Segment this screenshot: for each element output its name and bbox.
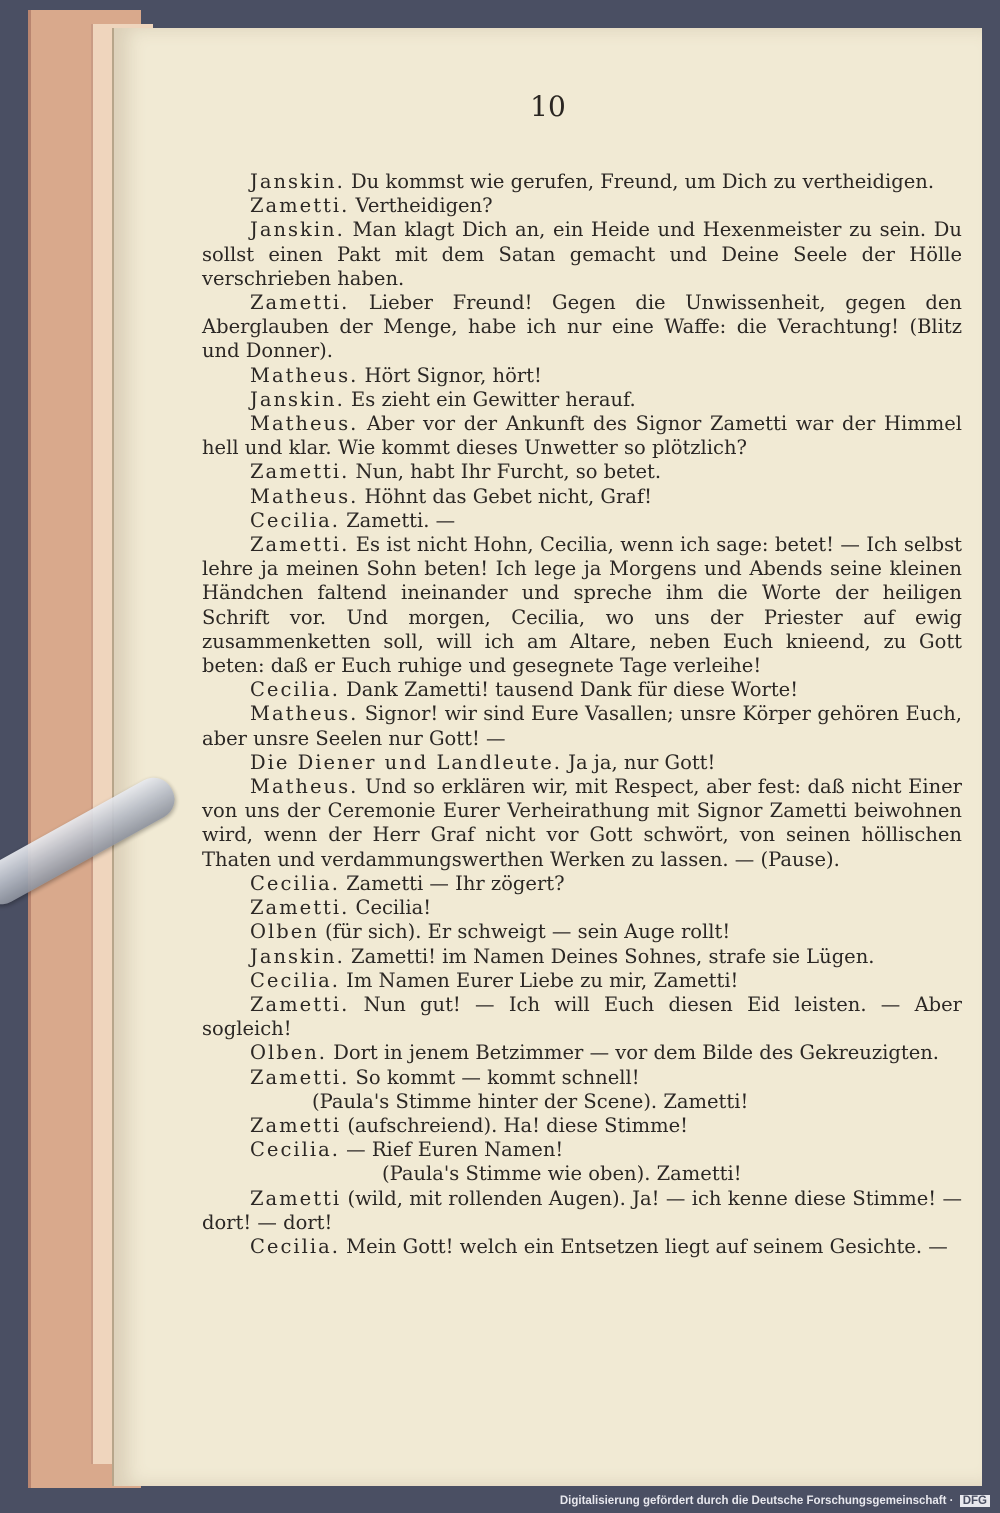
speaker-name: Zametti <box>250 1186 342 1210</box>
dialogue-line <box>202 412 962 460</box>
line-text: Nun gut! — Ich will Euch diesen Eid leisten. — Aber sogleich! <box>202 992 962 1041</box>
dialogue-line <box>202 533 962 678</box>
speaker-name: Cecilia. <box>250 968 340 992</box>
dialogue-line <box>202 1114 962 1138</box>
dfg-logo: DFG <box>960 1495 990 1507</box>
line-text: Aber vor der Ankunft des Signor Zametti war der Himmel hell und klar. Wie kommt dieses Unwetter so plötzlich? <box>202 412 962 460</box>
line-text: (aufschreiend). Ha! diese Stimme! <box>341 1113 688 1137</box>
dialogue-line <box>202 170 962 194</box>
speaker-name: Cecilia. <box>250 871 340 895</box>
speaker-name: Janskin. <box>250 170 345 193</box>
line-text: Es zieht ein Gewitter herauf. <box>344 387 636 411</box>
speaker-name: Olben <box>250 920 319 944</box>
line-text: Höhnt das Gebet nicht, Graf! <box>358 484 652 508</box>
line-text: Signor! wir sind Eure Vasallen; unsre Körper gehören Euch, aber unsre Seelen nur Gott! — <box>202 702 962 750</box>
play-text <box>202 170 962 1259</box>
speaker-name: Janskin. <box>250 218 345 242</box>
speaker-name: Cecilia. <box>250 1234 340 1258</box>
speaker-name: Zametti. <box>250 291 350 315</box>
line-text: Ja ja, nur Gott! <box>561 750 716 774</box>
speaker-name: Cecilia. <box>250 678 340 702</box>
line-text: Hört Signor, hört! <box>358 363 542 387</box>
page-number: 10 <box>530 90 566 123</box>
book-page <box>112 28 982 1486</box>
speaker-name: Die Diener und Landleute. <box>250 750 562 774</box>
line-text: Nun, habt Ihr Furcht, so betet. <box>349 460 662 484</box>
line-text: So kommt — kommt schnell! <box>349 1065 640 1089</box>
line-text: Dort in jenem Betzimmer — vor dem Bilde des Gekreuzigten. <box>327 1041 939 1065</box>
speaker-name: Matheus. <box>250 363 359 387</box>
dialogue-line <box>202 1066 962 1090</box>
credit-text: Digitalisierung gefördert durch die Deutsche Forschungsgemeinschaft <box>559 1495 947 1507</box>
speaker-name: Zametti. <box>250 194 350 218</box>
dialogue-line <box>202 291 962 364</box>
line-text: Dank Zametti! tausend Dank für diese Worte! <box>339 678 799 702</box>
dialogue-line <box>202 388 962 412</box>
speaker-name: Zametti. <box>250 896 350 920</box>
dialogue-line <box>202 485 962 509</box>
speaker-name: Zametti <box>250 1113 342 1137</box>
speaker-name: Zametti. <box>250 992 350 1016</box>
dialogue-line <box>202 1187 962 1235</box>
dialogue-line <box>202 194 962 218</box>
dialogue-line <box>202 509 962 533</box>
line-text: Lieber Freund! Gegen die Unwissenheit, gegen den Aberglauben der Menge, habe ich nur eine Waffe: die Verachtung! (Blitz und Donner). <box>202 291 962 363</box>
speaker-name: Cecilia. <box>250 508 340 532</box>
speaker-name: Olben. <box>250 1041 328 1065</box>
line-text: (für sich). Er schweigt — sein Auge rollt! <box>318 920 731 944</box>
dialogue-line <box>202 702 962 750</box>
line-text: Und so erklären wir, mit Respect, aber fest: daß nicht Einer von uns der Ceremonie Eurer Verheirathung mit Signor Zametti beiwohnen wird, wenn der Herr Graf nicht vor Gott schwört, von seinen höllischen Thaten und verdammungswerthen Werken zu lassen. — (Pause). <box>202 775 962 871</box>
dialogue-line <box>202 364 962 388</box>
dialogue-line <box>202 678 962 702</box>
dialogue-line <box>202 460 962 484</box>
stage-direction <box>202 1162 962 1186</box>
dialogue-line <box>202 218 962 291</box>
line-text: — Rief Euren Namen! <box>339 1138 564 1162</box>
dialogue-line <box>202 1041 962 1065</box>
dialogue-line <box>202 751 962 775</box>
line-text: Es ist nicht Hohn, Cecilia, wenn ich sage: betet! — Ich selbst lehre ja meinen Sohn beten! Ich lege ja Morgens und Abends seine kleinen Händchen faltend ineinander und spreche ihm die Worte der heiligen Schrift vor. Und morgen, Cecilia, wo uns der Priester auf ewig zusammenketten soll, will ich am Altare, neben Euch knieend, zu Gott beten: daß er Euch ruhige und gesegnete Tage verleihe! <box>202 533 962 678</box>
dialogue-line <box>202 993 962 1041</box>
line-text: Zametti — Ihr zögert? <box>339 871 565 895</box>
dialogue-line <box>202 1235 962 1259</box>
line-text: (Paula's Stimme hinter der Scene). Zametti! <box>312 1089 749 1113</box>
line-text: Du kommst wie gerufen, Freund, um Dich zu vertheidigen. <box>344 170 935 193</box>
line-text: Zametti. — <box>339 508 456 532</box>
dialogue-line <box>202 945 962 969</box>
dialogue-line <box>202 969 962 993</box>
dialogue-line <box>202 775 962 872</box>
line-text: Zametti! im Namen Deines Sohnes, strafe sie Lügen. <box>344 944 875 968</box>
dialogue-line <box>202 872 962 896</box>
dialogue-line <box>202 1138 962 1162</box>
speaker-name: Zametti. <box>250 1065 350 1089</box>
speaker-name: Matheus. <box>250 702 359 726</box>
line-text: Man klagt Dich an, ein Heide und Hexenmeister zu sein. Du sollst einen Pakt mit dem Satan gemacht und Deine Seele der Hölle verschrieben haben. <box>202 218 962 290</box>
speaker-name: Matheus. <box>250 775 359 799</box>
line-text: (wild, mit rollenden Augen). Ja! — ich kenne diese Stimme! — dort! — dort! <box>202 1186 962 1234</box>
line-text: Vertheidigen? <box>349 194 493 218</box>
dialogue-line <box>202 920 962 944</box>
speaker-name: Cecilia. <box>250 1138 340 1162</box>
line-text: (Paula's Stimme wie oben). Zametti! <box>382 1162 742 1186</box>
speaker-name: Zametti. <box>250 460 350 484</box>
speaker-name: Janskin. <box>250 387 345 411</box>
stage-direction <box>202 1090 962 1114</box>
speaker-name: Zametti. <box>250 533 350 557</box>
dialogue-line <box>202 896 962 920</box>
speaker-name: Janskin. <box>250 944 345 968</box>
footer-credit: Digitalisierung gefördert durch die Deutsche Forschungsgemeinschaft · DFG <box>560 1495 990 1507</box>
speaker-name: Matheus. <box>250 412 359 436</box>
line-text: Mein Gott! welch ein Entsetzen liegt auf seinem Gesichte. — <box>339 1234 948 1258</box>
line-text: Im Namen Eurer Liebe zu mir, Zametti! <box>339 968 739 992</box>
line-text: Cecilia! <box>349 896 432 920</box>
speaker-name: Matheus. <box>250 484 359 508</box>
